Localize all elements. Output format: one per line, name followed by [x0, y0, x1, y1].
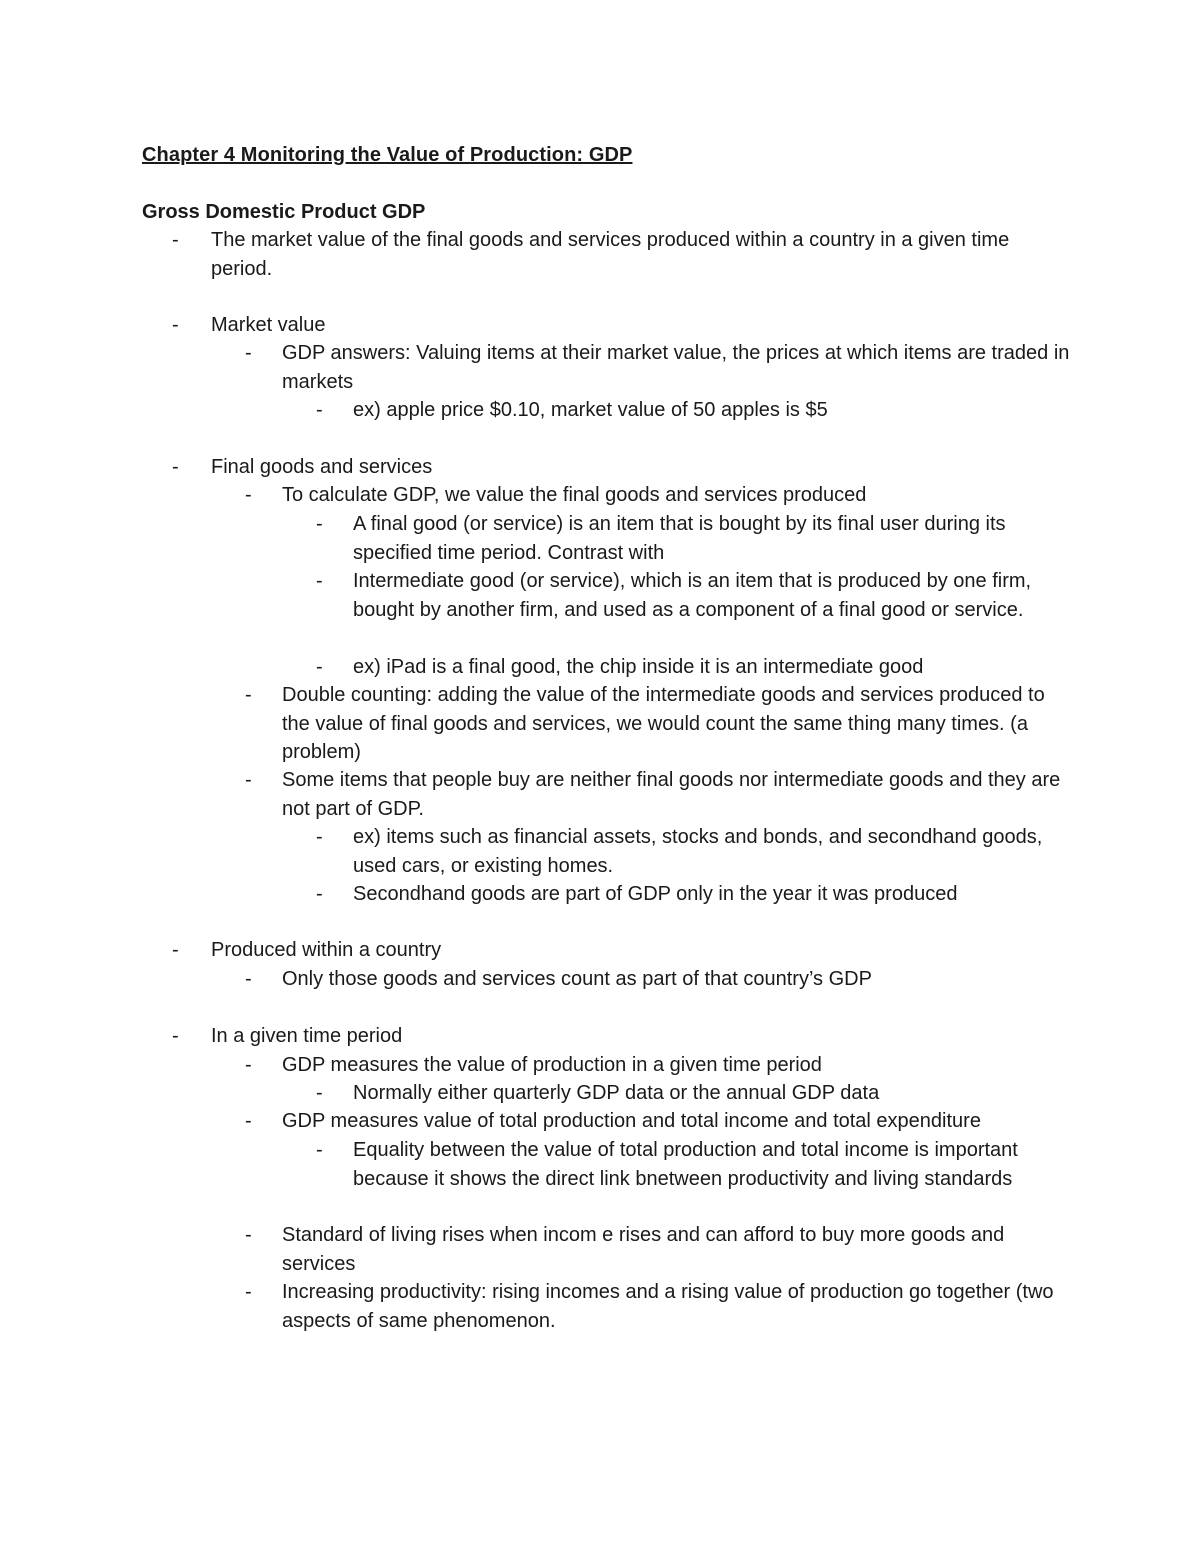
bullet-dash: - [172, 1025, 179, 1047]
list-item-text: In a given time period [211, 1025, 403, 1047]
bullet-dash: - [316, 826, 323, 848]
bullet-dash: - [245, 1224, 252, 1246]
bullet-dash: - [316, 1139, 323, 1161]
list-item-text: Standard of living rises when incom e rises and can afford to buy more goods and services [282, 1224, 1005, 1275]
bullet-dash: - [172, 939, 179, 961]
list-item-text: GDP answers: Valuing items at their market value, the prices at which items are traded in markets [282, 342, 1070, 393]
list-item-text: GDP measures the value of production in a given time period [282, 1054, 822, 1076]
bullet-dash: - [245, 342, 252, 364]
list-item-text: ex) apple price $0.10, market value of 50 apples is $5 [353, 399, 828, 421]
bullet-dash: - [172, 456, 179, 478]
bullet-dash: - [245, 1054, 252, 1076]
bullet-dash: - [316, 570, 323, 592]
list-item-text: Only those goods and services count as part of that country’s GDP [282, 968, 872, 990]
list-item-text: Some items that people buy are neither final goods nor intermediate goods and they are not part of GDP. [282, 769, 1061, 820]
list-item-text: Final goods and services [211, 456, 433, 478]
bullet-dash: - [316, 883, 323, 905]
bullet-dash: - [245, 1110, 252, 1132]
list-item-text: The market value of the final goods and services produced within a country in a given time period. [211, 229, 1010, 280]
list-item-text: Normally either quarterly GDP data or the annual GDP data [353, 1082, 880, 1104]
bullet-dash: - [245, 968, 252, 990]
list-item-text: To calculate GDP, we value the final goods and services produced [282, 484, 867, 506]
bullet-dash: - [245, 1281, 252, 1303]
bullet-dash: - [245, 769, 252, 791]
bullet-dash: - [172, 314, 179, 336]
list-item-text: Secondhand goods are part of GDP only in the year it was produced [353, 883, 958, 905]
list-item-text: Produced within a country [211, 939, 442, 961]
bullet-dash: - [316, 656, 323, 678]
list-item-text: Increasing productivity: rising incomes and a rising value of production go together (two aspects of same phenomenon. [282, 1281, 1054, 1332]
list-item-text: Double counting: adding the value of the intermediate goods and services produced to the value of final goods and services, we would count the same thing many times. (a problem) [282, 684, 1045, 764]
bullet-dash: - [245, 484, 252, 506]
bullet-dash: - [172, 229, 179, 251]
list-item-text: Market value [211, 314, 326, 336]
list-item-text: Intermediate good (or service), which is an item that is produced by one firm, bought by another firm, and used as a component of a final good or service. [353, 570, 1032, 621]
document-title: Chapter 4 Monitoring the Value of Production: GDP [142, 144, 633, 166]
bullet-dash: - [316, 399, 323, 421]
bullet-dash: - [316, 513, 323, 535]
list-item-text: ex) iPad is a final good, the chip inside it is an intermediate good [353, 656, 924, 678]
list-item-text: ex) items such as financial assets, stocks and bonds, and secondhand goods, used cars, or existing homes. [353, 826, 1043, 877]
list-item-text: A final good (or service) is an item that is bought by its final user during its specified time period. Contrast with [353, 513, 1006, 564]
bullet-dash: - [316, 1082, 323, 1104]
bullet-dash: - [245, 684, 252, 706]
list-item-text: Equality between the value of total production and total income is important because it shows the direct link bnetween productivity and living standards [353, 1139, 1018, 1190]
list-item-text: GDP measures value of total production and total income and total expenditure [282, 1110, 981, 1132]
section-heading: Gross Domestic Product GDP [142, 201, 426, 223]
